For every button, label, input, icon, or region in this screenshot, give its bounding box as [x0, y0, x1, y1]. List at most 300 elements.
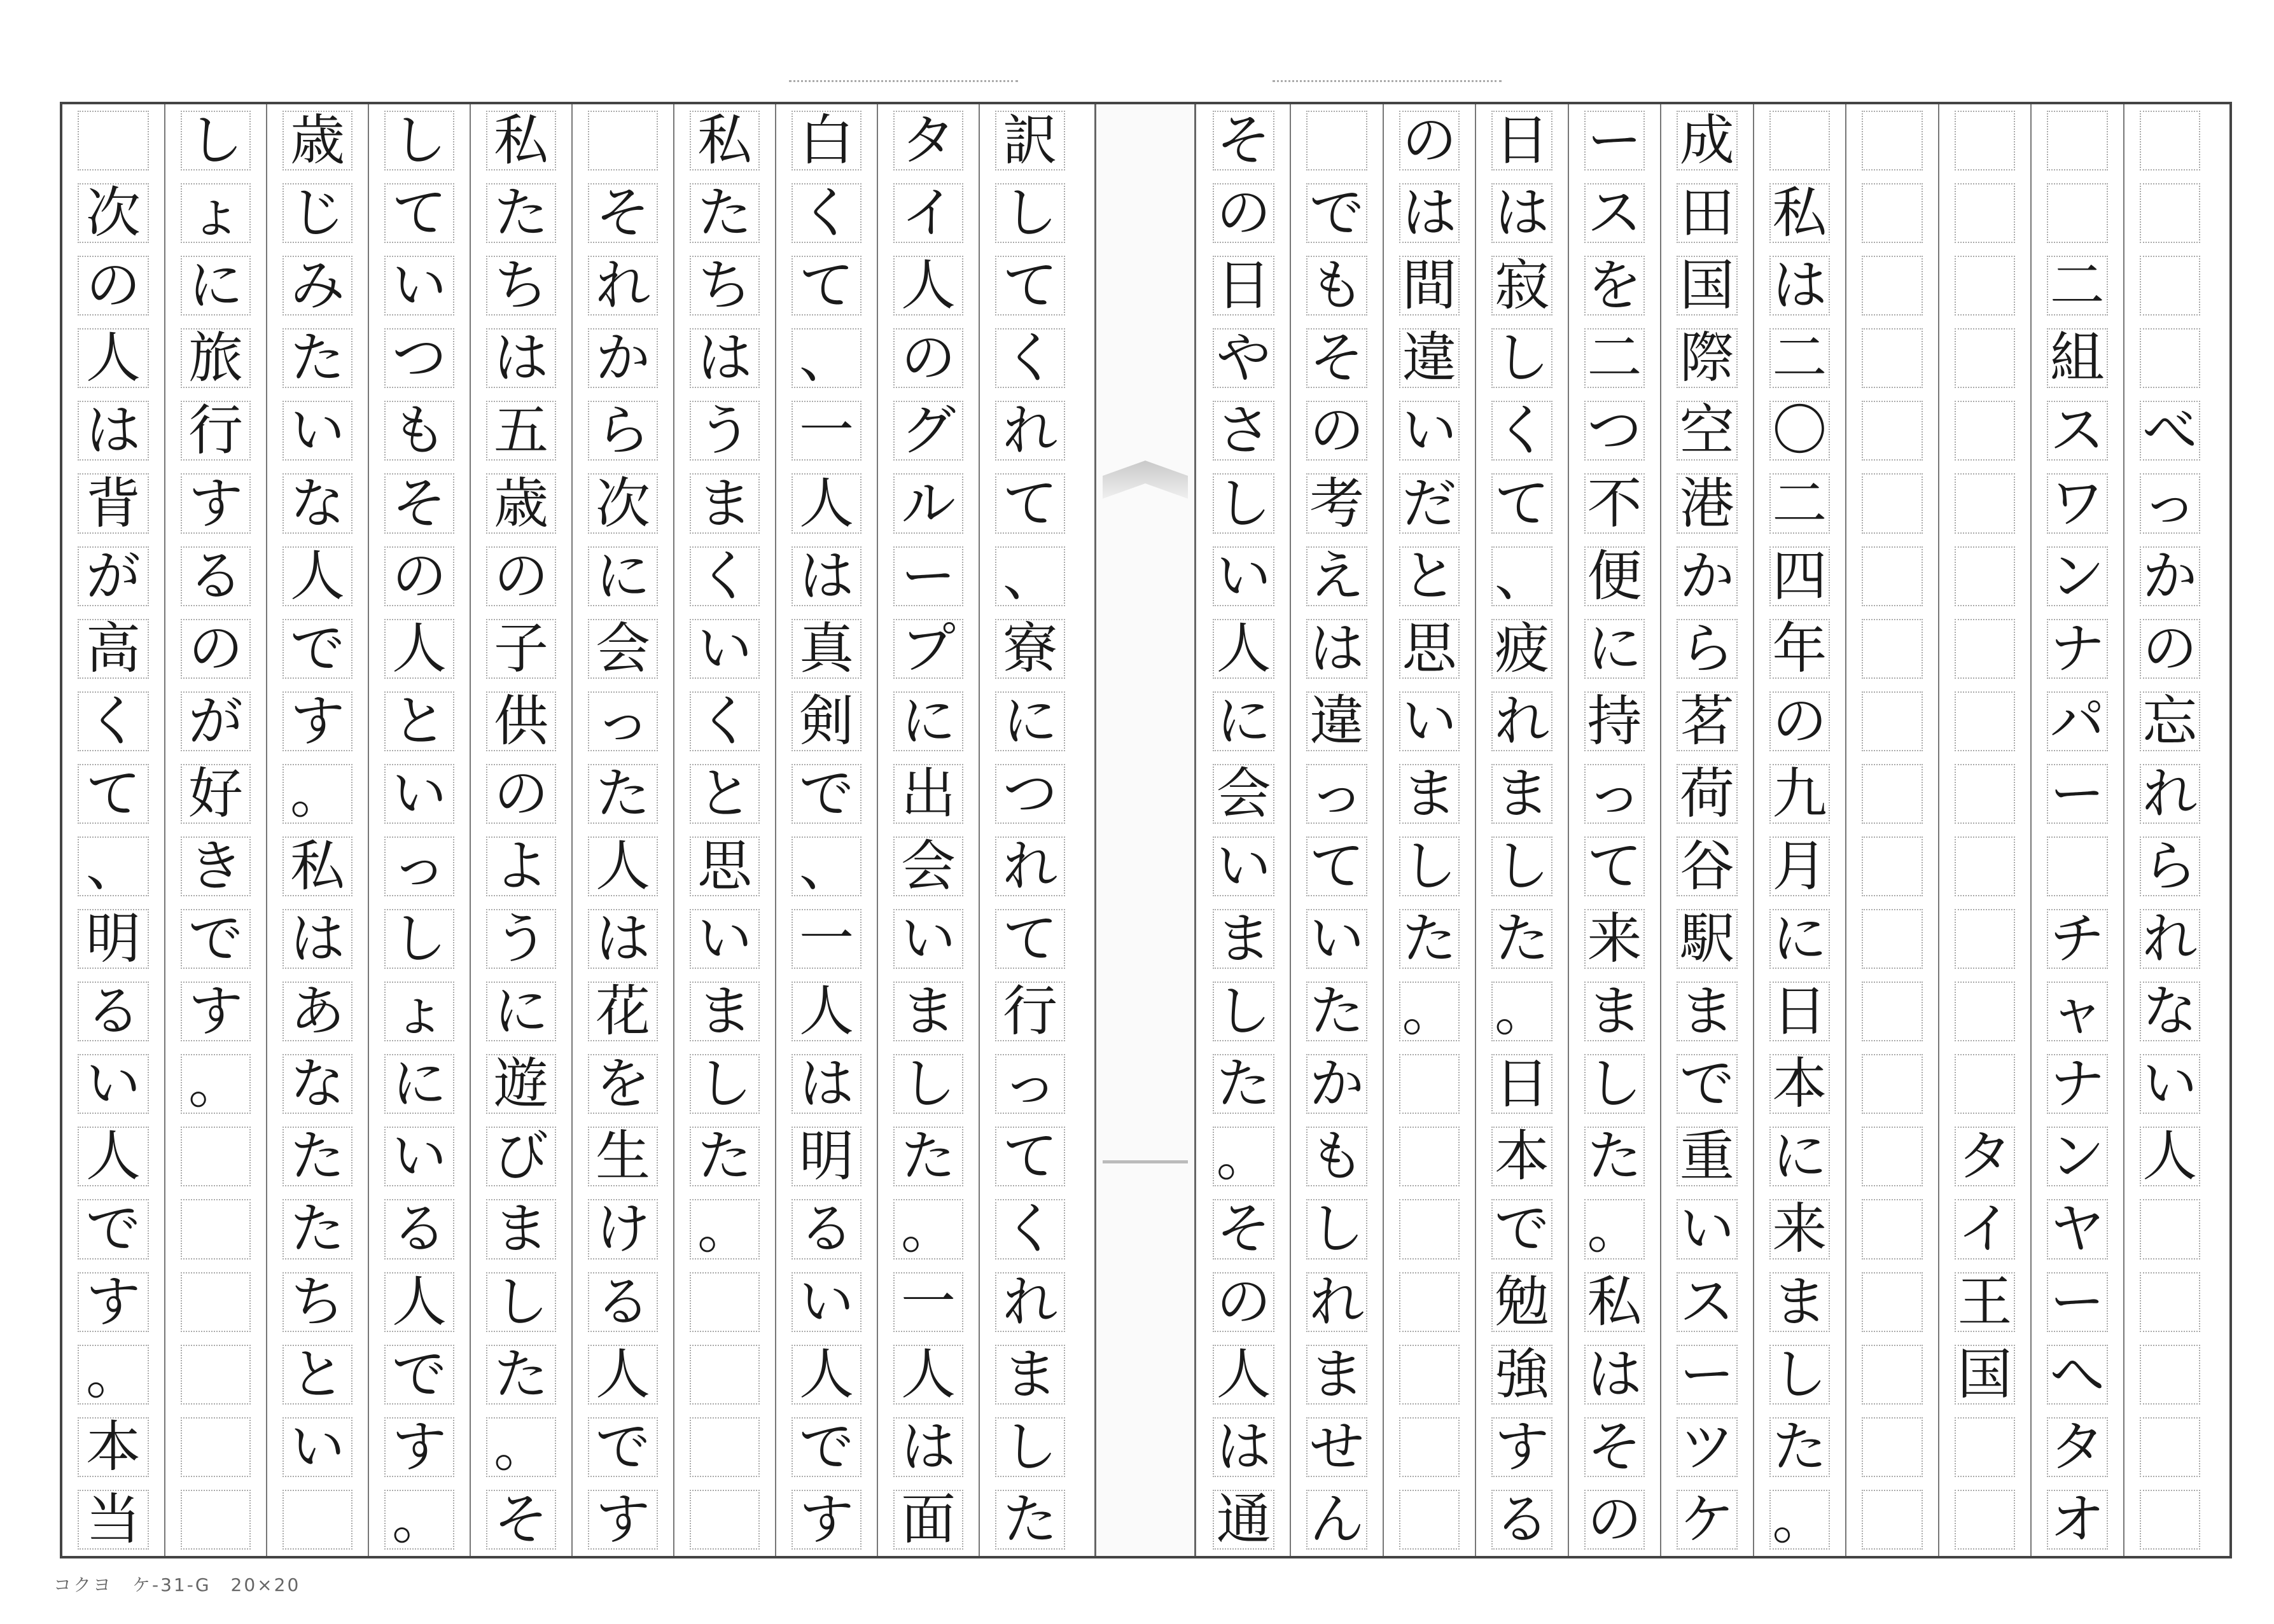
grid-cell [1754, 467, 1845, 539]
grid-cell [1476, 830, 1567, 903]
grid-cell [267, 1483, 368, 1556]
character: す [290, 689, 345, 753]
character: は [1587, 1342, 1642, 1406]
character: 、 [86, 834, 141, 898]
character: 。 [494, 1415, 548, 1479]
character: 遊 [494, 1052, 548, 1116]
grid-cell [980, 1483, 1080, 1556]
character: 人 [86, 326, 141, 391]
character: は [1772, 254, 1827, 318]
character: れ [1309, 1270, 1365, 1334]
grid-cell [1197, 685, 1290, 758]
grid-cell [674, 1483, 775, 1556]
character: そ [1587, 1415, 1642, 1479]
grid-cell [776, 1338, 877, 1411]
character: 国 [1679, 254, 1734, 318]
grid-cell [1939, 540, 2030, 613]
manuscript-column [470, 104, 571, 1556]
grid-cell [2124, 903, 2215, 975]
grid-cell [1754, 1411, 1845, 1483]
character: く [1003, 1197, 1057, 1261]
grid-cell [471, 758, 571, 830]
character: は [290, 907, 345, 971]
character: の [494, 761, 548, 826]
character: 港 [1679, 471, 1734, 536]
grid-cell [1846, 322, 1937, 394]
grid-cell [1384, 1193, 1475, 1265]
grid-cell [1197, 104, 1290, 177]
grid-cell [1197, 1483, 1290, 1556]
character: か [1679, 544, 1734, 608]
grid-cell [62, 1048, 164, 1120]
character: れ [1494, 689, 1549, 753]
character: か [1309, 1052, 1365, 1116]
grid-cell [62, 758, 164, 830]
character: と [392, 689, 447, 753]
character: は [1309, 616, 1365, 681]
grid-cell [776, 1411, 877, 1483]
character: も [392, 399, 447, 463]
character: 忘 [2142, 689, 2198, 753]
character: に [1772, 907, 1827, 971]
character: ょ [392, 980, 447, 1044]
grid-cell [1661, 1120, 1752, 1193]
manuscript-column [1753, 104, 1845, 1556]
character: に [494, 980, 548, 1044]
character: 私 [1772, 181, 1827, 246]
grid-cell [1939, 758, 2030, 830]
grid-cell [471, 1120, 571, 1193]
character: と [290, 1342, 345, 1406]
character: れ [1003, 399, 1057, 463]
character: し [1003, 1415, 1057, 1479]
grid-cell [878, 540, 979, 613]
grid-cell [2032, 467, 2123, 539]
grid-cell [878, 394, 979, 467]
grid-cell [165, 685, 266, 758]
character: 人 [290, 544, 345, 608]
grid-cell [1754, 104, 1845, 177]
grid-cell [1569, 758, 1660, 830]
character: へ [2049, 1342, 2105, 1406]
grid-cell [674, 975, 775, 1048]
grid-cell [1939, 903, 2030, 975]
grid-cell [1384, 685, 1475, 758]
grid-cell [980, 1048, 1080, 1120]
character: 。 [86, 1342, 141, 1406]
grid-cell [980, 903, 1080, 975]
grid-cell [1197, 613, 1290, 685]
manuscript-column [1938, 104, 2030, 1556]
character: し [1216, 471, 1271, 536]
character: 花 [596, 980, 650, 1044]
grid-cell [573, 613, 673, 685]
character: ま [901, 980, 956, 1044]
grid-cell [1569, 830, 1660, 903]
grid-cell [1569, 540, 1660, 613]
grid-cell [1846, 685, 1937, 758]
character: た [1772, 1415, 1827, 1479]
grid-cell [674, 394, 775, 467]
grid-cell [1291, 830, 1382, 903]
character: て [1494, 471, 1549, 536]
manuscript-column [368, 104, 470, 1556]
character: で [1679, 1052, 1734, 1116]
character: 疲 [1494, 616, 1549, 681]
grid-cell [471, 903, 571, 975]
grid-cell [471, 830, 571, 903]
grid-cell [2124, 322, 2215, 394]
character: つ [1003, 761, 1057, 826]
character: ー [1587, 109, 1642, 173]
grid-cell [980, 830, 1080, 903]
character: た [1309, 980, 1365, 1044]
grid-cell [878, 1411, 979, 1483]
character: っ [1003, 1052, 1057, 1116]
grid-cell [776, 975, 877, 1048]
character: 人 [799, 471, 854, 536]
grid-cell [1476, 1193, 1567, 1265]
grid-cell [1939, 975, 2030, 1048]
grid-cell [1754, 613, 1845, 685]
grid-cell [1846, 1266, 1937, 1338]
grid-cell [2124, 1193, 2215, 1265]
grid-cell [776, 903, 877, 975]
grid-cell [980, 322, 1080, 394]
grid-cell [1661, 467, 1752, 539]
grid-cell [62, 830, 164, 903]
character: 会 [1216, 761, 1271, 826]
grid-cell [1846, 830, 1937, 903]
character: く [86, 689, 141, 753]
grid-cell [1754, 394, 1845, 467]
grid-cell [1291, 394, 1382, 467]
grid-cell [1476, 177, 1567, 249]
grid-cell [1661, 903, 1752, 975]
grid-cell [1569, 394, 1660, 467]
character: で [86, 1197, 141, 1261]
grid-cell [1569, 1048, 1660, 1120]
manuscript-column [979, 104, 1080, 1556]
grid-cell [267, 1193, 368, 1265]
character: い [1402, 689, 1457, 753]
character: 歳 [290, 109, 345, 173]
grid-cell [165, 1483, 266, 1556]
grid-cell [1661, 685, 1752, 758]
character: パ [2049, 689, 2105, 753]
character: 勉 [1494, 1270, 1549, 1334]
grid-cell [1197, 394, 1290, 467]
character: 真 [799, 616, 854, 681]
character: 九 [1772, 761, 1827, 826]
character: て [1003, 1125, 1057, 1189]
character: 王 [1957, 1270, 2012, 1334]
character: で [1309, 181, 1365, 246]
grid-cell [674, 830, 775, 903]
character: が [86, 544, 141, 608]
grid-cell [2032, 104, 2123, 177]
character: オ [2049, 1487, 2105, 1551]
character: す [1494, 1415, 1549, 1479]
character: う [697, 399, 752, 463]
grid-cell [267, 1411, 368, 1483]
grid-cell [165, 540, 266, 613]
grid-cell [573, 830, 673, 903]
grid-cell [1846, 1048, 1937, 1120]
grid-cell [471, 1266, 571, 1338]
character: に [1587, 616, 1642, 681]
grid-cell [674, 322, 775, 394]
grid-cell [1846, 1193, 1937, 1265]
grid-cell [369, 758, 470, 830]
grid-cell [1384, 467, 1475, 539]
grid-cell [1846, 1411, 1937, 1483]
grid-cell [1476, 394, 1567, 467]
grid-cell [1476, 467, 1567, 539]
grid-cell [62, 1266, 164, 1338]
character: た [290, 1125, 345, 1189]
grid-cell [980, 1120, 1080, 1193]
grid-cell [165, 1411, 266, 1483]
grid-cell [980, 1411, 1080, 1483]
grid-cell [1661, 1411, 1752, 1483]
grid-cell [980, 394, 1080, 467]
character: 月 [1772, 834, 1827, 898]
grid-cell [267, 1266, 368, 1338]
character: し [392, 907, 447, 971]
character: れ [596, 254, 650, 318]
character: じ [290, 181, 345, 246]
grid-cell [1939, 1193, 2030, 1265]
character: っ [392, 834, 447, 898]
grid-cell [2124, 177, 2215, 249]
grid-cell [471, 975, 571, 1048]
grid-cell [1846, 613, 1937, 685]
grid-cell [878, 613, 979, 685]
grid-cell [1939, 104, 2030, 177]
grid-cell [1197, 467, 1290, 539]
grid-cell [1291, 1193, 1382, 1265]
character: て [1309, 834, 1365, 898]
character: い [86, 1052, 141, 1116]
character: し [1772, 1342, 1827, 1406]
grid-cell [369, 685, 470, 758]
grid-cell [2032, 758, 2123, 830]
grid-cell [2124, 613, 2215, 685]
grid-cell [267, 903, 368, 975]
character: ス [1587, 181, 1642, 246]
grid-cell [980, 758, 1080, 830]
grid-cell [573, 394, 673, 467]
character: 、 [799, 326, 854, 391]
grid-cell [165, 177, 266, 249]
character: は [697, 326, 752, 391]
character: チ [2049, 907, 2105, 971]
grid-cell [165, 467, 266, 539]
character: 違 [1402, 326, 1457, 391]
character: 次 [86, 181, 141, 246]
grid-cell [1846, 975, 1937, 1048]
character: た [1003, 1487, 1057, 1551]
grid-cell [165, 758, 266, 830]
grid-cell [471, 104, 571, 177]
grid-cell [471, 394, 571, 467]
grid-cell [471, 1338, 571, 1411]
character: ま [697, 471, 752, 536]
character: て [1587, 834, 1642, 898]
grid-cell [1197, 758, 1290, 830]
grid-cell [573, 1411, 673, 1483]
character: 人 [901, 254, 956, 318]
grid-cell [165, 1120, 266, 1193]
grid-cell [1754, 1193, 1845, 1265]
character: ち [697, 254, 752, 318]
grid-cell [1291, 322, 1382, 394]
character: ま [1772, 1270, 1827, 1334]
character: 日 [1494, 109, 1549, 173]
character: ま [1494, 761, 1549, 826]
character: た [697, 181, 752, 246]
grid-cell [980, 177, 1080, 249]
grid-cell [1569, 1120, 1660, 1193]
character: 本 [86, 1415, 141, 1479]
character: け [596, 1197, 650, 1261]
character: 会 [596, 616, 650, 681]
grid-cell [1939, 249, 2030, 322]
character: く [697, 544, 752, 608]
character: っ [1309, 761, 1365, 826]
grid-cell [878, 1483, 979, 1556]
character: ツ [1679, 1415, 1734, 1479]
character: 行 [188, 399, 243, 463]
character: い [901, 907, 956, 971]
character: か [2142, 544, 2198, 608]
character: て [86, 761, 141, 826]
character: く [799, 181, 854, 246]
grid-cell [165, 104, 266, 177]
grid-cell [1291, 177, 1382, 249]
grid-cell [1569, 177, 1660, 249]
grid-cell [1661, 758, 1752, 830]
grid-cell [369, 1411, 470, 1483]
grid-cell [1291, 104, 1382, 177]
grid-cell [369, 613, 470, 685]
character: 違 [1309, 689, 1365, 753]
grid-cell [776, 104, 877, 177]
grid-cell [674, 104, 775, 177]
manuscript-column [673, 104, 775, 1556]
grid-cell [1569, 249, 1660, 322]
character: ー [1679, 1342, 1734, 1406]
grid-cell [878, 322, 979, 394]
grid-cell [2032, 540, 2123, 613]
grid-cell [1197, 975, 1290, 1048]
grid-cell [62, 177, 164, 249]
character: れ [2142, 907, 2198, 971]
grid-cell [1661, 1193, 1752, 1265]
manuscript-grid [60, 102, 2232, 1558]
grid-cell [573, 685, 673, 758]
character: 一 [799, 907, 854, 971]
grid-cell [1476, 249, 1567, 322]
character: て [799, 254, 854, 318]
character: い [1402, 399, 1457, 463]
grid-cell [369, 249, 470, 322]
grid-cell [2032, 1411, 2123, 1483]
character: に [1216, 689, 1271, 753]
grid-cell [1384, 613, 1475, 685]
grid-cell [1569, 685, 1660, 758]
grid-cell [1476, 975, 1567, 1048]
character: す [799, 1487, 854, 1551]
grid-cell [980, 975, 1080, 1048]
grid-cell [878, 758, 979, 830]
character: い [1309, 907, 1365, 971]
grid-cell [1476, 685, 1567, 758]
grid-cell [1939, 1048, 2030, 1120]
character: 成 [1679, 109, 1734, 173]
grid-cell [878, 104, 979, 177]
character: 人 [2142, 1125, 2198, 1189]
grid-cell [165, 394, 266, 467]
character: れ [1003, 834, 1057, 898]
character: の [1216, 181, 1271, 246]
manuscript-column [1660, 104, 1752, 1556]
character: は [596, 907, 650, 971]
manuscript-column [1568, 104, 1660, 1556]
grid-cell [878, 1338, 979, 1411]
character: タ [1957, 1125, 2012, 1189]
grid-cell [1754, 903, 1845, 975]
grid-cell [369, 975, 470, 1048]
grid-cell [267, 467, 368, 539]
manuscript-column [2030, 104, 2123, 1556]
character: つ [392, 326, 447, 391]
grid-cell [2124, 830, 2215, 903]
character: し [494, 1270, 548, 1334]
character: て [1003, 471, 1057, 536]
grid-cell [267, 540, 368, 613]
grid-cell [2124, 249, 2215, 322]
character: に [188, 254, 243, 318]
grid-cell [2032, 1193, 2123, 1265]
grid-cell [776, 830, 877, 903]
grid-cell [674, 1048, 775, 1120]
character: い [697, 616, 752, 681]
grid-cell [471, 1483, 571, 1556]
character: し [1494, 834, 1549, 898]
grid-cell [1476, 540, 1567, 613]
grid-cell [1939, 467, 2030, 539]
character: し [1587, 1052, 1642, 1116]
character: ケ [1679, 1487, 1734, 1551]
grid-cell [1197, 903, 1290, 975]
character: ま [1679, 980, 1734, 1044]
center-fold-line [1103, 1160, 1188, 1163]
character: さ [1216, 399, 1271, 463]
grid-cell [2032, 903, 2123, 975]
character: 子 [494, 616, 548, 681]
grid-cell [1569, 322, 1660, 394]
grid-cell [1291, 1483, 1382, 1556]
grid-cell [62, 613, 164, 685]
character: し [697, 1052, 752, 1116]
grid-cell [573, 467, 673, 539]
character: ま [1587, 980, 1642, 1044]
character: は [86, 399, 141, 463]
grid-cell [674, 467, 775, 539]
grid-cell [1939, 177, 2030, 249]
